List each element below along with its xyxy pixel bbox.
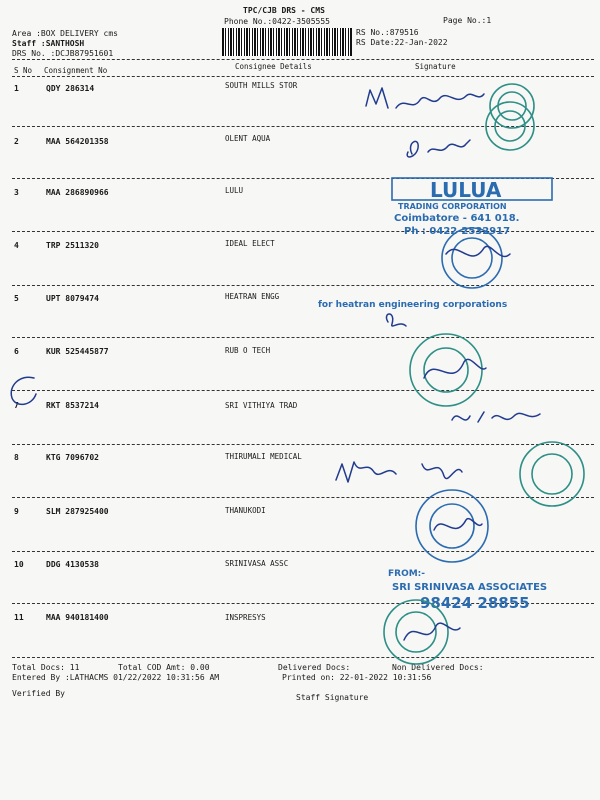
barcode-graphic: [222, 28, 352, 56]
row-7-consignee: SRI VITHIYA TRAD: [225, 401, 298, 410]
row-divider: [12, 444, 594, 445]
col-header-sno: S No: [14, 66, 33, 75]
row-11-consignee: INSPRESYS: [225, 613, 266, 622]
srinivasa-stamp-line-1: FROM:-: [388, 569, 426, 579]
row-5-signature: [316, 296, 516, 336]
row-9-sno: 9: [14, 507, 19, 516]
row-4-consignment: TRP 2511320: [46, 241, 99, 250]
row-2-signature: [400, 130, 580, 170]
row-7-pencil-mark: [4, 372, 44, 412]
row-3-consignment: MAA 286890966: [46, 188, 109, 197]
row-2-consignee: OLENT AQUA: [225, 134, 271, 143]
row-8-consignee: THIRUMALI MEDICAL: [225, 452, 302, 461]
page-number: Page No.:1: [443, 16, 492, 25]
row-10-sno: 10: [14, 560, 24, 569]
row-6-sno: 6: [14, 347, 19, 356]
row-3-consignee: LULU: [225, 186, 244, 195]
row-4-sno: 4: [14, 241, 19, 250]
col-header-consignee: Consignee Details: [235, 62, 312, 71]
delivered-docs: Delivered Docs:: [278, 663, 351, 672]
row-3-sno: 3: [14, 188, 19, 197]
heatran-stamp-text: for heatran engineering corporations: [318, 300, 508, 310]
row-8-consignment: KTG 7096702: [46, 453, 99, 462]
row-7-consignment: RKT 8537214: [46, 401, 99, 410]
row-2-consignment: MAA 564201358: [46, 137, 109, 146]
row-9-consignee: THANUKODI: [225, 506, 266, 515]
row-1-consignee: SOUTH MILLS STOR: [225, 81, 298, 90]
column-header-divider: [12, 76, 594, 77]
row-11-sno: 11: [14, 613, 24, 622]
non-delivered-docs: Non Delivered Docs:: [392, 663, 484, 672]
lulu-stamp-line-3: Coimbatore - 641 018.: [394, 213, 520, 224]
verified-by-label: Verified By: [12, 689, 65, 698]
header-divider: [12, 59, 594, 60]
row-7-sno: 7: [14, 401, 19, 410]
entered-by: Entered By :LATHACMS 01/22/2022 10:31:56 AM: [12, 673, 220, 682]
row-11-signature: [376, 600, 486, 670]
staff-field: Staff :SANTHOSH: [12, 39, 85, 48]
col-header-signature: Signature: [415, 62, 456, 71]
lulu-stamp-line-1: LULUA: [430, 178, 502, 202]
row-1-signature: [360, 82, 600, 132]
drs-number: DRS No. :DCJB87951601: [12, 49, 114, 58]
row-5-consignee: HEATRAN ENGG: [225, 292, 280, 301]
row-10-consignee: SRINIVASA ASSC: [225, 559, 289, 568]
srinivasa-stamp-line-2: SRI SRINIVASA ASSOCIATES: [392, 582, 548, 593]
row-1-consignment: QDY 286314: [46, 84, 95, 93]
row-5-consignment: UPT 8079474: [46, 294, 99, 303]
rs-date: RS Date:22-Jan-2022: [356, 38, 448, 47]
row-6-consignment: KUR 525445877: [46, 347, 109, 356]
row-1-sno: 1: [14, 84, 19, 93]
row-10-consignment: DDG 4130538: [46, 560, 99, 569]
doc-title: TPC/CJB DRS - CMS: [243, 6, 325, 15]
row-11-consignment: MAA 940181400: [46, 613, 109, 622]
total-docs: Total Docs: 11: [12, 663, 80, 672]
row-8-sno: 8: [14, 453, 19, 462]
row-5-sno: 5: [14, 294, 19, 303]
row-2-sno: 2: [14, 137, 19, 146]
col-header-consignment: Consignment No: [44, 66, 108, 75]
row-4-stamp: [410, 224, 550, 294]
rs-number: RS No.:879516: [356, 28, 419, 37]
row-7-signature: [444, 400, 554, 434]
staff-signature-label: Staff Signature: [296, 693, 369, 702]
lulu-stamp-line-4: Ph : 0422-2532917: [404, 226, 511, 237]
srinivasa-stamp-line-3: 98424 28855: [420, 594, 530, 612]
row-9-consignment: SLM 287925400: [46, 507, 109, 516]
row-6-consignee: RUB O TECH: [225, 346, 271, 355]
area-field: Area :BOX DELIVERY cms: [12, 29, 118, 38]
total-cod-amount: Total COD Amt: 0.00: [118, 663, 210, 672]
printed-on: Printed on: 22-01-2022 10:31:56: [282, 673, 432, 682]
row-4-consignee: IDEAL ELECT: [225, 239, 275, 248]
lulu-stamp-line-2: TRADING CORPORATION: [398, 202, 507, 211]
table-bottom-divider: [12, 657, 594, 658]
thanukodi-stamp: [408, 486, 508, 566]
phone-number: Phone No.:0422-3505555: [224, 17, 330, 26]
